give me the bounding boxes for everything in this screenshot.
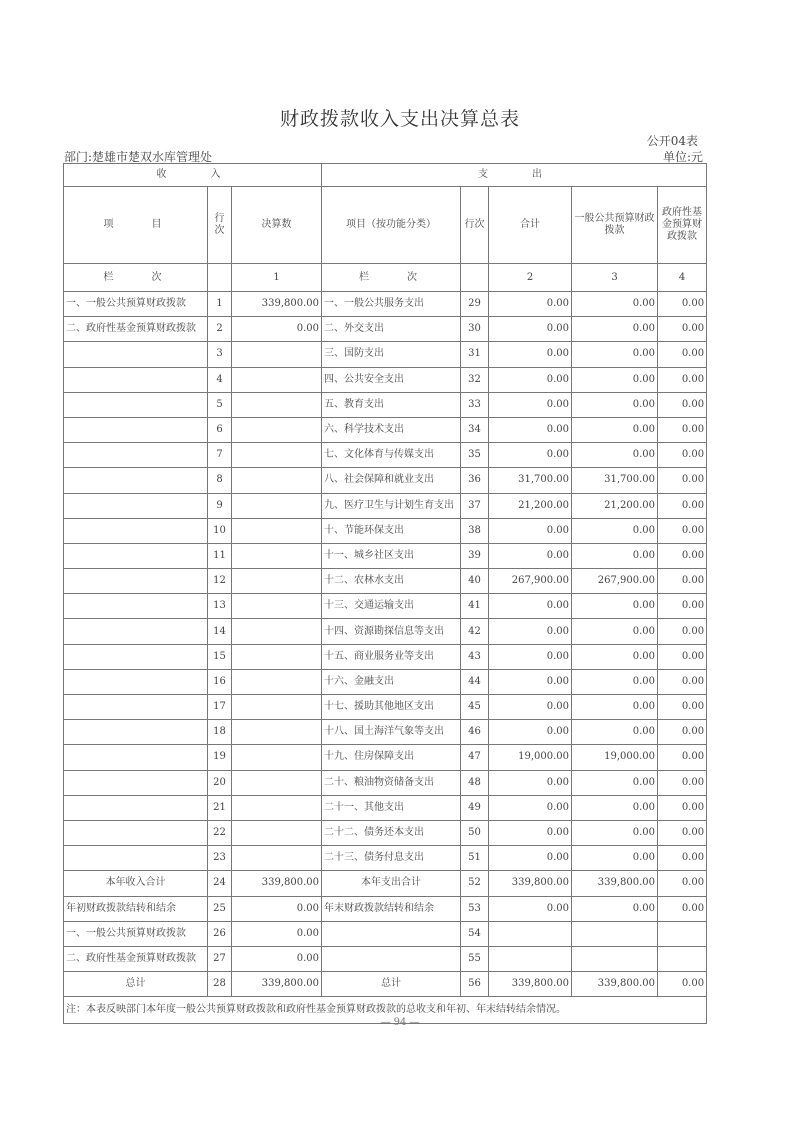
table-row: [64, 367, 707, 392]
total-cell: 0.00: [489, 770, 572, 795]
table-row: [64, 392, 707, 417]
fund-budget-cell: 0.00: [658, 669, 707, 694]
income-line-cell: 21: [208, 795, 232, 820]
table-row: [64, 896, 707, 921]
income-section-header: 收 入: [64, 164, 322, 187]
fund-budget-cell: 0.00: [658, 846, 707, 871]
table-row: [64, 493, 707, 518]
expense-item-cell: 八、社会保障和就业支出: [322, 468, 461, 493]
expense-item-cell: 二十三、债务付息支出: [322, 846, 461, 871]
col-index-3: 3: [572, 264, 658, 292]
fund-budget-cell: 0.00: [658, 493, 707, 518]
income-line-cell: 19: [208, 745, 232, 770]
header-total: 合计: [489, 187, 572, 264]
fund-budget-cell: 0.00: [658, 417, 707, 442]
income-item-cell: [64, 392, 208, 417]
income-line-cell: 11: [208, 543, 232, 568]
expense-line-cell: 45: [461, 695, 489, 720]
total-cell: 0.00: [489, 896, 572, 921]
income-line-cell: 24: [208, 871, 232, 896]
income-item-cell: [64, 367, 208, 392]
expense-line-cell: 36: [461, 468, 489, 493]
income-line-cell: 28: [208, 972, 232, 997]
income-item-cell: [64, 669, 208, 694]
expense-line-cell: 35: [461, 443, 489, 468]
table-row: [64, 695, 707, 720]
expense-line-cell: 31: [461, 342, 489, 367]
expense-line-cell: 48: [461, 770, 489, 795]
col-label-expense: 栏 次: [322, 264, 461, 292]
expense-item-cell: 总计: [322, 972, 461, 997]
header-income-item: 项 目: [64, 187, 208, 264]
col-index-blank: [461, 264, 489, 292]
income-amount-cell: [232, 770, 322, 795]
income-amount-cell: 339,800.00: [232, 292, 322, 317]
income-line-cell: 3: [208, 342, 232, 367]
general-budget-cell: 0.00: [572, 594, 658, 619]
table-row: [64, 972, 707, 997]
income-line-cell: 14: [208, 619, 232, 644]
income-item-cell: [64, 820, 208, 845]
expense-item-cell: 十、节能环保支出: [322, 518, 461, 543]
expense-line-cell: 39: [461, 543, 489, 568]
total-cell: 0.00: [489, 695, 572, 720]
page-title: 财政拨款收入支出决算总表: [279, 108, 520, 130]
general-budget-cell: 0.00: [572, 820, 658, 845]
income-item-cell: [64, 695, 208, 720]
expense-line-cell: 54: [461, 921, 489, 946]
table-row: [64, 292, 707, 317]
table-row: [64, 946, 707, 971]
fund-budget-cell: 0.00: [658, 317, 707, 342]
fund-budget-cell: 0.00: [658, 770, 707, 795]
income-amount-cell: [232, 569, 322, 594]
total-cell: 0.00: [489, 594, 572, 619]
expense-item-cell: 二、外交支出: [322, 317, 461, 342]
table-row: [64, 543, 707, 568]
income-line-cell: 1: [208, 292, 232, 317]
expense-line-cell: 56: [461, 972, 489, 997]
income-amount-cell: 339,800.00: [232, 871, 322, 896]
total-cell: 0.00: [489, 342, 572, 367]
general-budget-cell: 267,900.00: [572, 569, 658, 594]
fund-budget-cell: 0.00: [658, 871, 707, 896]
income-item-cell: [64, 644, 208, 669]
fund-budget-cell: 0.00: [658, 820, 707, 845]
income-item-cell: [64, 594, 208, 619]
table-note: 注：本表反映部门本年度一般公共预算财政拨款和政府性基金预算财政拨款的总收支和年初、年末结转结余情况。: [64, 997, 707, 1024]
fund-budget-cell: 0.00: [658, 594, 707, 619]
expense-item-cell: 十七、援助其他地区支出: [322, 695, 461, 720]
income-line-cell: 26: [208, 921, 232, 946]
col-index-2: 2: [489, 264, 572, 292]
income-amount-cell: [232, 795, 322, 820]
fund-budget-cell: 0.00: [658, 972, 707, 997]
general-budget-cell: 0.00: [572, 518, 658, 543]
fund-budget-cell: 0.00: [658, 644, 707, 669]
income-amount-cell: 0.00: [232, 317, 322, 342]
income-item-cell: [64, 770, 208, 795]
income-amount-cell: 0.00: [232, 896, 322, 921]
expense-line-cell: 30: [461, 317, 489, 342]
expense-line-cell: 37: [461, 493, 489, 518]
income-line-cell: 20: [208, 770, 232, 795]
expense-item-cell: 十九、住房保障支出: [322, 745, 461, 770]
income-item-cell: [64, 493, 208, 518]
total-cell: 0.00: [489, 720, 572, 745]
header-budget-amount: 决算数: [232, 187, 322, 264]
income-line-cell: 23: [208, 846, 232, 871]
expense-line-cell: 43: [461, 644, 489, 669]
general-budget-cell: 0.00: [572, 695, 658, 720]
expense-section-header: 支 出: [322, 164, 707, 187]
total-cell: 0.00: [489, 292, 572, 317]
general-budget-cell: 0.00: [572, 342, 658, 367]
general-budget-cell: 0.00: [572, 720, 658, 745]
expense-item-cell: 十二、农林水支出: [322, 569, 461, 594]
income-item-cell: 总计: [64, 972, 208, 997]
income-amount-cell: [232, 367, 322, 392]
table-row: [64, 770, 707, 795]
income-line-cell: 27: [208, 946, 232, 971]
income-item-cell: [64, 518, 208, 543]
general-budget-cell: 0.00: [572, 417, 658, 442]
fund-budget-cell: 0.00: [658, 543, 707, 568]
total-cell: 31,700.00: [489, 468, 572, 493]
total-cell: 0.00: [489, 669, 572, 694]
table-row: [64, 745, 707, 770]
fund-budget-cell: 0.00: [658, 292, 707, 317]
income-line-cell: 25: [208, 896, 232, 921]
table-row: [64, 569, 707, 594]
income-line-cell: 7: [208, 443, 232, 468]
general-budget-cell: 0.00: [572, 619, 658, 644]
total-cell: 267,900.00: [489, 569, 572, 594]
table-row: [64, 871, 707, 896]
page-number: — 94 —: [380, 1017, 420, 1028]
column-header-row: [64, 187, 707, 264]
table-row: [64, 720, 707, 745]
table-row: [64, 619, 707, 644]
expense-item-cell: 一、一般公共服务支出: [322, 292, 461, 317]
income-item-cell: [64, 417, 208, 442]
income-amount-cell: 339,800.00: [232, 972, 322, 997]
fund-budget-cell: 0.00: [658, 367, 707, 392]
unit-label: 单位:元: [662, 150, 703, 164]
expense-line-cell: 40: [461, 569, 489, 594]
fund-budget-cell: 0.00: [658, 695, 707, 720]
general-budget-cell: 339,800.00: [572, 972, 658, 997]
table-row: [64, 846, 707, 871]
table-row: [64, 468, 707, 493]
general-budget-cell: 0.00: [572, 543, 658, 568]
fund-budget-cell: 0.00: [658, 745, 707, 770]
general-budget-cell: 0.00: [572, 367, 658, 392]
expense-item-cell: [322, 946, 461, 971]
expense-item-cell: 本年支出合计: [322, 871, 461, 896]
expense-line-cell: 46: [461, 720, 489, 745]
fund-budget-cell: 0.00: [658, 468, 707, 493]
expense-line-cell: 29: [461, 292, 489, 317]
income-amount-cell: [232, 720, 322, 745]
expense-item-cell: 十一、城乡社区支出: [322, 543, 461, 568]
total-cell: 0.00: [489, 846, 572, 871]
column-index-row: [64, 264, 707, 292]
budget-summary-table: [63, 163, 707, 1024]
expense-line-cell: 34: [461, 417, 489, 442]
total-cell: 21,200.00: [489, 493, 572, 518]
general-budget-cell: 0.00: [572, 669, 658, 694]
general-budget-cell: 31,700.00: [572, 468, 658, 493]
fund-budget-cell: 0.00: [658, 392, 707, 417]
income-item-cell: [64, 619, 208, 644]
income-line-cell: 9: [208, 493, 232, 518]
total-cell: [489, 946, 572, 971]
income-amount-cell: [232, 745, 322, 770]
expense-item-cell: 六、科学技术支出: [322, 417, 461, 442]
expense-item-cell: 四、公共安全支出: [322, 367, 461, 392]
expense-item-cell: 十六、金融支出: [322, 669, 461, 694]
expense-line-cell: 44: [461, 669, 489, 694]
income-amount-cell: [232, 846, 322, 871]
header-fund-budget: 政府性基金预算财政拨款: [658, 187, 707, 264]
col-index-1: 1: [232, 264, 322, 292]
income-item-cell: 一、一般公共预算财政拨款: [64, 921, 208, 946]
income-line-cell: 4: [208, 367, 232, 392]
header-general-budget: 一般公共预算财政拨款: [572, 187, 658, 264]
total-cell: 0.00: [489, 317, 572, 342]
expense-line-cell: 52: [461, 871, 489, 896]
total-cell: 19,000.00: [489, 745, 572, 770]
income-item-cell: [64, 468, 208, 493]
expense-line-cell: 51: [461, 846, 489, 871]
expense-line-cell: 32: [461, 367, 489, 392]
general-budget-cell: 0.00: [572, 392, 658, 417]
fund-budget-cell: [658, 946, 707, 971]
expense-item-cell: 十四、资源勘探信息等支出: [322, 619, 461, 644]
income-item-cell: [64, 342, 208, 367]
expense-item-cell: 十八、国土海洋气象等支出: [322, 720, 461, 745]
income-amount-cell: [232, 518, 322, 543]
expense-item-cell: [322, 921, 461, 946]
total-cell: [489, 921, 572, 946]
income-amount-cell: [232, 417, 322, 442]
col-index-4: 4: [658, 264, 707, 292]
expense-line-cell: 41: [461, 594, 489, 619]
income-item-cell: 二、政府性基金预算财政拨款: [64, 946, 208, 971]
expense-line-cell: 50: [461, 820, 489, 845]
fund-budget-cell: 0.00: [658, 795, 707, 820]
general-budget-cell: 0.00: [572, 795, 658, 820]
table-row: [64, 443, 707, 468]
income-line-cell: 15: [208, 644, 232, 669]
general-budget-cell: 0.00: [572, 896, 658, 921]
expense-line-cell: 53: [461, 896, 489, 921]
expense-item-cell: 七、文化体育与传媒支出: [322, 443, 461, 468]
income-line-cell: 12: [208, 569, 232, 594]
table-row: [64, 518, 707, 543]
total-cell: 0.00: [489, 619, 572, 644]
expense-line-cell: 55: [461, 946, 489, 971]
table-row: [64, 921, 707, 946]
expense-line-cell: 49: [461, 795, 489, 820]
income-amount-cell: [232, 695, 322, 720]
total-cell: 0.00: [489, 367, 572, 392]
general-budget-cell: 0.00: [572, 317, 658, 342]
table-row: [64, 594, 707, 619]
total-cell: 0.00: [489, 820, 572, 845]
fund-budget-cell: 0.00: [658, 720, 707, 745]
total-cell: 0.00: [489, 518, 572, 543]
income-amount-cell: [232, 669, 322, 694]
income-line-cell: 8: [208, 468, 232, 493]
expense-line-cell: 38: [461, 518, 489, 543]
income-line-cell: 13: [208, 594, 232, 619]
section-header-row: [64, 164, 707, 187]
income-amount-cell: [232, 543, 322, 568]
income-line-cell: 22: [208, 820, 232, 845]
total-cell: 0.00: [489, 417, 572, 442]
income-amount-cell: [232, 820, 322, 845]
income-item-cell: [64, 543, 208, 568]
table-row: [64, 644, 707, 669]
income-amount-cell: 0.00: [232, 921, 322, 946]
income-line-cell: 16: [208, 669, 232, 694]
fund-budget-cell: [658, 921, 707, 946]
general-budget-cell: 19,000.00: [572, 745, 658, 770]
general-budget-cell: 0.00: [572, 292, 658, 317]
total-cell: 339,800.00: [489, 871, 572, 896]
expense-item-cell: 二十一、其他支出: [322, 795, 461, 820]
total-cell: 0.00: [489, 644, 572, 669]
income-line-cell: 5: [208, 392, 232, 417]
income-amount-cell: [232, 644, 322, 669]
total-cell: 0.00: [489, 443, 572, 468]
header-income-line: 行次: [208, 187, 232, 264]
income-amount-cell: [232, 468, 322, 493]
form-number: 公开04表: [646, 134, 698, 148]
income-amount-cell: [232, 392, 322, 417]
expense-item-cell: 三、国防支出: [322, 342, 461, 367]
general-budget-cell: [572, 921, 658, 946]
general-budget-cell: [572, 946, 658, 971]
header-item-by-function: 项目（按功能分类）: [322, 187, 461, 264]
fund-budget-cell: 0.00: [658, 569, 707, 594]
income-line-cell: 17: [208, 695, 232, 720]
expense-item-cell: 十三、交通运输支出: [322, 594, 461, 619]
income-item-cell: [64, 846, 208, 871]
header-expense-line: 行次: [461, 187, 489, 264]
expense-item-cell: 五、教育支出: [322, 392, 461, 417]
general-budget-cell: 0.00: [572, 644, 658, 669]
income-item-cell: [64, 569, 208, 594]
table-row: [64, 669, 707, 694]
fund-budget-cell: 0.00: [658, 518, 707, 543]
general-budget-cell: 0.00: [572, 846, 658, 871]
expense-item-cell: 九、医疗卫生与计划生育支出: [322, 493, 461, 518]
income-line-cell: 2: [208, 317, 232, 342]
department-label: 部门:楚雄市楚双水库管理处: [64, 150, 213, 164]
income-amount-cell: [232, 342, 322, 367]
income-line-cell: 6: [208, 417, 232, 442]
general-budget-cell: 0.00: [572, 770, 658, 795]
total-cell: 339,800.00: [489, 972, 572, 997]
table-row: [64, 342, 707, 367]
general-budget-cell: 21,200.00: [572, 493, 658, 518]
col-label-income: 栏 次: [64, 264, 208, 292]
expense-item-cell: 二十二、债务还本支出: [322, 820, 461, 845]
general-budget-cell: 339,800.00: [572, 871, 658, 896]
fund-budget-cell: 0.00: [658, 342, 707, 367]
income-item-cell: [64, 745, 208, 770]
table-row: [64, 795, 707, 820]
expense-line-cell: 47: [461, 745, 489, 770]
col-index-blank: [208, 264, 232, 292]
table-row: [64, 317, 707, 342]
expense-item-cell: 十五、商业服务业等支出: [322, 644, 461, 669]
fund-budget-cell: 0.00: [658, 443, 707, 468]
expense-line-cell: 42: [461, 619, 489, 644]
total-cell: 0.00: [489, 795, 572, 820]
income-line-cell: 18: [208, 720, 232, 745]
table-row: [64, 417, 707, 442]
income-amount-cell: 0.00: [232, 946, 322, 971]
income-amount-cell: [232, 594, 322, 619]
expense-item-cell: 二十、粮油物资储备支出: [322, 770, 461, 795]
expense-line-cell: 33: [461, 392, 489, 417]
income-amount-cell: [232, 619, 322, 644]
income-item-cell: 年初财政拨款结转和结余: [64, 896, 208, 921]
general-budget-cell: 0.00: [572, 443, 658, 468]
income-item-cell: [64, 443, 208, 468]
total-cell: 0.00: [489, 392, 572, 417]
income-amount-cell: [232, 493, 322, 518]
table-row: [64, 820, 707, 845]
income-item-cell: [64, 720, 208, 745]
income-item-cell: 一、一般公共预算财政拨款: [64, 292, 208, 317]
income-line-cell: 10: [208, 518, 232, 543]
fund-budget-cell: 0.00: [658, 619, 707, 644]
income-item-cell: 本年收入合计: [64, 871, 208, 896]
income-amount-cell: [232, 443, 322, 468]
fund-budget-cell: 0.00: [658, 896, 707, 921]
income-item-cell: 二、政府性基金预算财政拨款: [64, 317, 208, 342]
expense-item-cell: 年末财政拨款结转和结余: [322, 896, 461, 921]
total-cell: 0.00: [489, 543, 572, 568]
income-item-cell: [64, 795, 208, 820]
